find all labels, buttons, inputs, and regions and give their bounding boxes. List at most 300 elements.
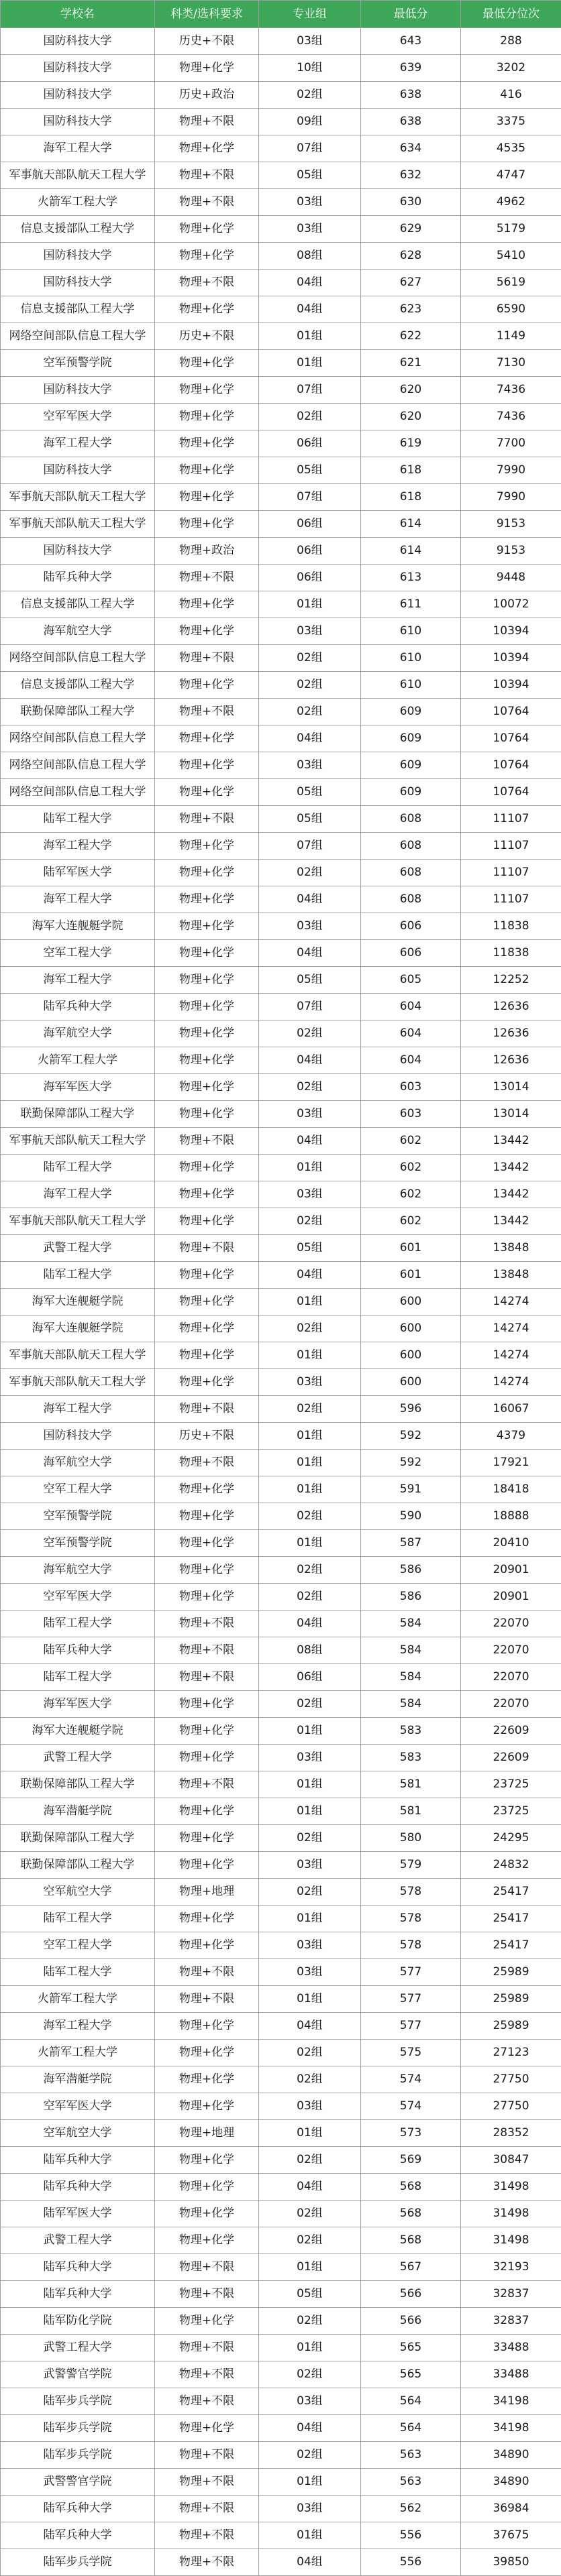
cell-school-name: 海军潜艇学院 — [1, 2066, 155, 2093]
cell-school-name: 海军军医大学 — [1, 1691, 155, 1718]
cell-subject-requirement: 物理+化学 — [155, 1155, 259, 1181]
cell-school-name: 陆军步兵学院 — [1, 2415, 155, 2442]
cell-min-score: 580 — [361, 1825, 461, 1852]
cell-min-score: 627 — [361, 270, 461, 296]
cell-min-score: 613 — [361, 565, 461, 591]
table-row — [1, 216, 561, 243]
cell-school-name: 空军预警学院 — [1, 350, 155, 377]
cell-major-group: 02组 — [259, 82, 361, 109]
table-row — [1, 484, 561, 511]
cell-min-score: 606 — [361, 940, 461, 967]
table-row — [1, 2174, 561, 2201]
cell-school-name: 国防科技大学 — [1, 1423, 155, 1450]
cell-school-name: 海军工程大学 — [1, 967, 155, 994]
cell-major-group: 04组 — [259, 725, 361, 752]
table-row — [1, 1691, 561, 1718]
table-row — [1, 1879, 561, 1906]
cell-min-rank: 18418 — [461, 1476, 561, 1503]
cell-major-group: 04组 — [259, 1047, 361, 1074]
cell-major-group: 02组 — [259, 2361, 361, 2388]
cell-school-name: 军事航天部队航天工程大学 — [1, 484, 155, 511]
cell-subject-requirement: 物理+不限 — [155, 2549, 259, 2576]
table-row — [1, 886, 561, 913]
cell-min-score: 578 — [361, 1906, 461, 1932]
cell-min-score: 600 — [361, 1315, 461, 1342]
cell-min-rank: 10764 — [461, 699, 561, 725]
table-row — [1, 404, 561, 430]
cell-major-group: 03组 — [259, 1932, 361, 1959]
table-row — [1, 2335, 561, 2361]
cell-major-group: 03组 — [259, 913, 361, 940]
cell-min-score: 609 — [361, 779, 461, 806]
cell-min-score: 608 — [361, 833, 461, 860]
table-row — [1, 296, 561, 323]
table-row — [1, 1959, 561, 1986]
cell-min-score: 620 — [361, 404, 461, 430]
cell-major-group: 02组 — [259, 1503, 361, 1530]
cell-min-rank: 13014 — [461, 1074, 561, 1101]
cell-subject-requirement: 物理+化学 — [155, 2066, 259, 2093]
cell-min-score: 574 — [361, 2093, 461, 2120]
cell-min-score: 565 — [361, 2361, 461, 2388]
cell-min-score: 638 — [361, 82, 461, 109]
cell-min-score: 609 — [361, 725, 461, 752]
cell-subject-requirement: 物理+化学 — [155, 2040, 259, 2066]
cell-min-score: 614 — [361, 511, 461, 538]
cell-school-name: 空军工程大学 — [1, 1476, 155, 1503]
cell-min-rank: 28352 — [461, 2120, 561, 2147]
table-row — [1, 1530, 561, 1557]
cell-major-group: 01组 — [259, 2254, 361, 2281]
cell-school-name: 武警警官学院 — [1, 2361, 155, 2388]
table-row — [1, 189, 561, 216]
cell-subject-requirement: 物理+化学 — [155, 2013, 259, 2040]
cell-min-rank: 34198 — [461, 2415, 561, 2442]
cell-school-name: 海军工程大学 — [1, 2013, 155, 2040]
cell-major-group: 05组 — [259, 779, 361, 806]
cell-subject-requirement: 物理+不限 — [155, 1396, 259, 1423]
cell-school-name: 信息支援部队工程大学 — [1, 672, 155, 699]
cell-major-group: 03组 — [259, 1745, 361, 1771]
cell-min-score: 565 — [361, 2335, 461, 2361]
cell-subject-requirement: 物理+化学 — [155, 1315, 259, 1342]
table-row — [1, 457, 561, 484]
cell-school-name: 陆军兵种大学 — [1, 2147, 155, 2174]
table-row — [1, 2442, 561, 2469]
cell-min-score: 556 — [361, 2522, 461, 2549]
cell-min-rank: 14274 — [461, 1342, 561, 1369]
cell-subject-requirement: 物理+化学 — [155, 1289, 259, 1315]
cell-min-score: 568 — [361, 2174, 461, 2201]
cell-school-name: 国防科技大学 — [1, 55, 155, 82]
cell-min-score: 577 — [361, 1959, 461, 1986]
cell-major-group: 02组 — [259, 645, 361, 672]
cell-school-name: 空军军医大学 — [1, 404, 155, 430]
cell-min-rank: 14274 — [461, 1289, 561, 1315]
header-subject-requirement: 科类/选科要求 — [155, 1, 259, 28]
cell-min-score: 568 — [361, 2227, 461, 2254]
cell-major-group: 02组 — [259, 1584, 361, 1611]
table-row — [1, 752, 561, 779]
cell-min-score: 564 — [361, 2388, 461, 2415]
cell-major-group: 02组 — [259, 672, 361, 699]
cell-subject-requirement: 物理+化学 — [155, 967, 259, 994]
cell-subject-requirement: 物理+化学 — [155, 1691, 259, 1718]
cell-subject-requirement: 物理+化学 — [155, 1342, 259, 1369]
cell-major-group: 03组 — [259, 2093, 361, 2120]
table-row — [1, 1718, 561, 1745]
cell-school-name: 武警警官学院 — [1, 2469, 155, 2496]
cell-min-rank: 27750 — [461, 2066, 561, 2093]
cell-min-score: 603 — [361, 1101, 461, 1128]
cell-min-score: 569 — [361, 2147, 461, 2174]
cell-school-name: 军事航天部队航天工程大学 — [1, 1369, 155, 1396]
table-row — [1, 135, 561, 162]
cell-school-name: 空军航空大学 — [1, 2120, 155, 2147]
cell-min-rank: 24832 — [461, 1852, 561, 1879]
cell-subject-requirement: 物理+化学 — [155, 994, 259, 1020]
table-row — [1, 2415, 561, 2442]
cell-school-name: 空军预警学院 — [1, 1503, 155, 1530]
cell-major-group: 02组 — [259, 2040, 361, 2066]
cell-school-name: 军事航天部队航天工程大学 — [1, 1208, 155, 1235]
cell-subject-requirement: 物理+化学 — [155, 1020, 259, 1047]
table-row — [1, 243, 561, 270]
cell-min-score: 600 — [361, 1342, 461, 1369]
cell-min-rank: 13014 — [461, 1101, 561, 1128]
cell-major-group: 01组 — [259, 1530, 361, 1557]
cell-school-name: 信息支援部队工程大学 — [1, 591, 155, 618]
cell-min-score: 581 — [361, 1798, 461, 1825]
cell-major-group: 01组 — [259, 323, 361, 350]
table-row — [1, 350, 561, 377]
cell-subject-requirement: 物理+化学 — [155, 243, 259, 270]
cell-subject-requirement: 物理+不限 — [155, 1637, 259, 1664]
cell-min-score: 619 — [361, 430, 461, 457]
cell-subject-requirement: 历史+不限 — [155, 1423, 259, 1450]
cell-min-rank: 16067 — [461, 1396, 561, 1423]
table-row — [1, 2281, 561, 2308]
cell-min-rank: 13848 — [461, 1262, 561, 1289]
cell-min-rank: 34890 — [461, 2442, 561, 2469]
cell-min-rank: 22070 — [461, 1611, 561, 1637]
cell-school-name: 武警工程大学 — [1, 1235, 155, 1262]
cell-subject-requirement: 物理+化学 — [155, 457, 259, 484]
cell-min-score: 604 — [361, 1020, 461, 1047]
cell-school-name: 陆军兵种大学 — [1, 2522, 155, 2549]
cell-subject-requirement: 物理+化学 — [155, 1074, 259, 1101]
cell-major-group: 02组 — [259, 1074, 361, 1101]
cell-min-rank: 10764 — [461, 752, 561, 779]
cell-subject-requirement: 物理+化学 — [155, 2227, 259, 2254]
cell-school-name: 陆军工程大学 — [1, 1906, 155, 1932]
cell-school-name: 陆军工程大学 — [1, 1155, 155, 1181]
cell-subject-requirement: 物理+化学 — [155, 860, 259, 886]
cell-school-name: 海军航空大学 — [1, 1557, 155, 1584]
cell-min-rank: 3375 — [461, 109, 561, 135]
cell-major-group: 03组 — [259, 1369, 361, 1396]
cell-subject-requirement: 物理+不限 — [155, 2469, 259, 2496]
cell-min-score: 618 — [361, 457, 461, 484]
cell-school-name: 海军工程大学 — [1, 1181, 155, 1208]
cell-school-name: 国防科技大学 — [1, 109, 155, 135]
cell-min-score: 566 — [361, 2308, 461, 2335]
cell-subject-requirement: 物理+化学 — [155, 135, 259, 162]
cell-min-score: 643 — [361, 28, 461, 55]
cell-school-name: 陆军兵种大学 — [1, 2281, 155, 2308]
cell-subject-requirement: 物理+不限 — [155, 2281, 259, 2308]
cell-min-score: 629 — [361, 216, 461, 243]
cell-school-name: 海军工程大学 — [1, 833, 155, 860]
cell-subject-requirement: 物理+化学 — [155, 1852, 259, 1879]
cell-min-score: 623 — [361, 296, 461, 323]
table-header — [1, 1, 561, 28]
cell-min-rank: 31498 — [461, 2227, 561, 2254]
cell-min-rank: 37675 — [461, 2522, 561, 2549]
cell-school-name: 联勤保障部队工程大学 — [1, 1825, 155, 1852]
cell-school-name: 网络空间部队信息工程大学 — [1, 752, 155, 779]
table-row — [1, 1476, 561, 1503]
table-row — [1, 672, 561, 699]
cell-min-score: 605 — [361, 967, 461, 994]
cell-min-score: 608 — [361, 860, 461, 886]
cell-subject-requirement: 物理+化学 — [155, 672, 259, 699]
table-row — [1, 1584, 561, 1611]
cell-min-rank: 22609 — [461, 1718, 561, 1745]
cell-subject-requirement: 物理+化学 — [155, 752, 259, 779]
table-row — [1, 1798, 561, 1825]
cell-subject-requirement: 物理+不限 — [155, 2388, 259, 2415]
cell-major-group: 01组 — [259, 1155, 361, 1181]
cell-major-group: 02组 — [259, 2066, 361, 2093]
table-row — [1, 967, 561, 994]
cell-subject-requirement: 物理+化学 — [155, 484, 259, 511]
table-row — [1, 591, 561, 618]
cell-min-rank: 22070 — [461, 1691, 561, 1718]
cell-subject-requirement: 物理+不限 — [155, 565, 259, 591]
cell-subject-requirement: 物理+化学 — [155, 1584, 259, 1611]
cell-major-group: 08组 — [259, 243, 361, 270]
cell-subject-requirement: 物理+化学 — [155, 1101, 259, 1128]
cell-min-score: 579 — [361, 1852, 461, 1879]
cell-school-name: 联勤保障部队工程大学 — [1, 1101, 155, 1128]
cell-subject-requirement: 物理+化学 — [155, 404, 259, 430]
cell-major-group: 02组 — [259, 2308, 361, 2335]
cell-min-score: 601 — [361, 1262, 461, 1289]
cell-school-name: 陆军兵种大学 — [1, 2496, 155, 2522]
cell-school-name: 空军工程大学 — [1, 1932, 155, 1959]
cell-school-name: 军事航天部队航天工程大学 — [1, 1342, 155, 1369]
cell-major-group: 02组 — [259, 404, 361, 430]
table-row — [1, 2361, 561, 2388]
cell-school-name: 空军军医大学 — [1, 2093, 155, 2120]
cell-major-group: 03组 — [259, 1101, 361, 1128]
cell-min-score: 609 — [361, 699, 461, 725]
table-row — [1, 1047, 561, 1074]
cell-school-name: 海军航空大学 — [1, 618, 155, 645]
cell-min-rank: 25417 — [461, 1879, 561, 1906]
table-row — [1, 1262, 561, 1289]
cell-min-score: 563 — [361, 2469, 461, 2496]
cell-school-name: 网络空间部队信息工程大学 — [1, 323, 155, 350]
cell-min-rank: 23725 — [461, 1771, 561, 1798]
cell-min-score: 587 — [361, 1530, 461, 1557]
table-row — [1, 1128, 561, 1155]
cell-major-group: 02组 — [259, 1879, 361, 1906]
cell-subject-requirement: 物理+政治 — [155, 538, 259, 565]
cell-subject-requirement: 物理+不限 — [155, 1128, 259, 1155]
cell-major-group: 04组 — [259, 2415, 361, 2442]
cell-min-score: 584 — [361, 1691, 461, 1718]
cell-school-name: 国防科技大学 — [1, 28, 155, 55]
cell-school-name: 海军大连舰艇学院 — [1, 913, 155, 940]
cell-min-rank: 25417 — [461, 1906, 561, 1932]
cell-school-name: 国防科技大学 — [1, 457, 155, 484]
cell-major-group: 04组 — [259, 270, 361, 296]
table-row — [1, 2201, 561, 2227]
cell-min-rank: 31498 — [461, 2174, 561, 2201]
cell-min-rank: 14274 — [461, 1315, 561, 1342]
cell-subject-requirement: 历史+政治 — [155, 82, 259, 109]
cell-min-rank: 12636 — [461, 994, 561, 1020]
cell-subject-requirement: 物理+不限 — [155, 2522, 259, 2549]
cell-min-score: 581 — [361, 1771, 461, 1798]
cell-min-rank: 4962 — [461, 189, 561, 216]
cell-min-rank: 13442 — [461, 1208, 561, 1235]
cell-min-score: 634 — [361, 135, 461, 162]
cell-school-name: 陆军兵种大学 — [1, 994, 155, 1020]
cell-min-score: 602 — [361, 1208, 461, 1235]
cell-school-name: 军事航天部队航天工程大学 — [1, 1128, 155, 1155]
table-row — [1, 1906, 561, 1932]
cell-subject-requirement: 物理+化学 — [155, 1208, 259, 1235]
cell-school-name: 火箭军工程大学 — [1, 1986, 155, 2013]
cell-major-group: 01组 — [259, 1289, 361, 1315]
cell-min-rank: 24295 — [461, 1825, 561, 1852]
cell-min-score: 563 — [361, 2442, 461, 2469]
cell-subject-requirement: 历史+不限 — [155, 28, 259, 55]
cell-school-name: 空军工程大学 — [1, 940, 155, 967]
cell-major-group: 04组 — [259, 940, 361, 967]
cell-min-rank: 13848 — [461, 1235, 561, 1262]
cell-min-score: 592 — [361, 1423, 461, 1450]
cell-min-rank: 4535 — [461, 135, 561, 162]
table-row — [1, 2496, 561, 2522]
cell-subject-requirement: 物理+不限 — [155, 162, 259, 189]
cell-major-group: 01组 — [259, 2522, 361, 2549]
cell-subject-requirement: 物理+化学 — [155, 1745, 259, 1771]
cell-min-rank: 12252 — [461, 967, 561, 994]
cell-major-group: 05组 — [259, 806, 361, 833]
cell-school-name: 陆军兵种大学 — [1, 565, 155, 591]
cell-major-group: 03组 — [259, 1181, 361, 1208]
cell-min-score: 584 — [361, 1611, 461, 1637]
cell-school-name: 联勤保障部队工程大学 — [1, 699, 155, 725]
cell-school-name: 陆军工程大学 — [1, 1959, 155, 1986]
table-row — [1, 1289, 561, 1315]
cell-min-rank: 6590 — [461, 296, 561, 323]
table-row — [1, 1664, 561, 1691]
cell-subject-requirement: 物理+化学 — [155, 2093, 259, 2120]
cell-min-rank: 25989 — [461, 2013, 561, 2040]
cell-min-rank: 33488 — [461, 2361, 561, 2388]
table-row — [1, 1315, 561, 1342]
cell-major-group: 01组 — [259, 2120, 361, 2147]
table-row — [1, 2093, 561, 2120]
cell-subject-requirement: 物理+不限 — [155, 1771, 259, 1798]
cell-subject-requirement: 物理+化学 — [155, 618, 259, 645]
cell-major-group: 07组 — [259, 377, 361, 404]
cell-school-name: 火箭军工程大学 — [1, 2040, 155, 2066]
cell-major-group: 03组 — [259, 2388, 361, 2415]
cell-major-group: 03组 — [259, 618, 361, 645]
cell-min-rank: 18888 — [461, 1503, 561, 1530]
cell-subject-requirement: 物理+不限 — [155, 2335, 259, 2361]
cell-major-group: 04组 — [259, 2013, 361, 2040]
cell-min-score: 609 — [361, 752, 461, 779]
cell-min-score: 578 — [361, 1879, 461, 1906]
cell-min-rank: 22609 — [461, 1745, 561, 1771]
cell-min-rank: 13442 — [461, 1155, 561, 1181]
cell-school-name: 海军航空大学 — [1, 1020, 155, 1047]
cell-major-group: 01组 — [259, 591, 361, 618]
table-row — [1, 1020, 561, 1047]
cell-min-rank: 5179 — [461, 216, 561, 243]
cell-school-name: 海军大连舰艇学院 — [1, 1315, 155, 1342]
cell-min-score: 620 — [361, 377, 461, 404]
cell-min-rank: 10072 — [461, 591, 561, 618]
cell-school-name: 国防科技大学 — [1, 243, 155, 270]
cell-major-group: 02组 — [259, 2201, 361, 2227]
cell-min-rank: 13442 — [461, 1128, 561, 1155]
cell-min-rank: 11107 — [461, 833, 561, 860]
cell-subject-requirement: 物理+化学 — [155, 1798, 259, 1825]
cell-school-name: 陆军防化学院 — [1, 2308, 155, 2335]
table-row — [1, 645, 561, 672]
cell-school-name: 联勤保障部队工程大学 — [1, 1771, 155, 1798]
cell-subject-requirement: 物理+化学 — [155, 1557, 259, 1584]
cell-subject-requirement: 物理+不限 — [155, 2442, 259, 2469]
cell-subject-requirement: 物理+化学 — [155, 296, 259, 323]
cell-min-rank: 10394 — [461, 672, 561, 699]
cell-subject-requirement: 物理+地理 — [155, 2120, 259, 2147]
cell-school-name: 陆军工程大学 — [1, 1262, 155, 1289]
cell-school-name: 陆军步兵学院 — [1, 2388, 155, 2415]
cell-school-name: 军事航天部队航天工程大学 — [1, 511, 155, 538]
cell-major-group: 08组 — [259, 1637, 361, 1664]
cell-subject-requirement: 物理+不限 — [155, 189, 259, 216]
cell-subject-requirement: 物理+不限 — [155, 1450, 259, 1476]
cell-min-rank: 11838 — [461, 913, 561, 940]
cell-school-name: 空军预警学院 — [1, 1530, 155, 1557]
table-body — [1, 28, 561, 2576]
cell-min-rank: 1149 — [461, 323, 561, 350]
cell-school-name: 空军军医大学 — [1, 1584, 155, 1611]
cell-major-group: 03组 — [259, 189, 361, 216]
cell-min-score: 621 — [361, 350, 461, 377]
cell-min-score: 586 — [361, 1557, 461, 1584]
table-row — [1, 28, 561, 55]
cell-subject-requirement: 物理+不限 — [155, 806, 259, 833]
table-row — [1, 162, 561, 189]
cell-min-score: 608 — [361, 886, 461, 913]
cell-subject-requirement: 物理+不限 — [155, 1611, 259, 1637]
cell-min-score: 566 — [361, 2281, 461, 2308]
cell-subject-requirement: 物理+化学 — [155, 591, 259, 618]
cell-min-rank: 22070 — [461, 1664, 561, 1691]
cell-subject-requirement: 物理+化学 — [155, 1530, 259, 1557]
table-row — [1, 2469, 561, 2496]
